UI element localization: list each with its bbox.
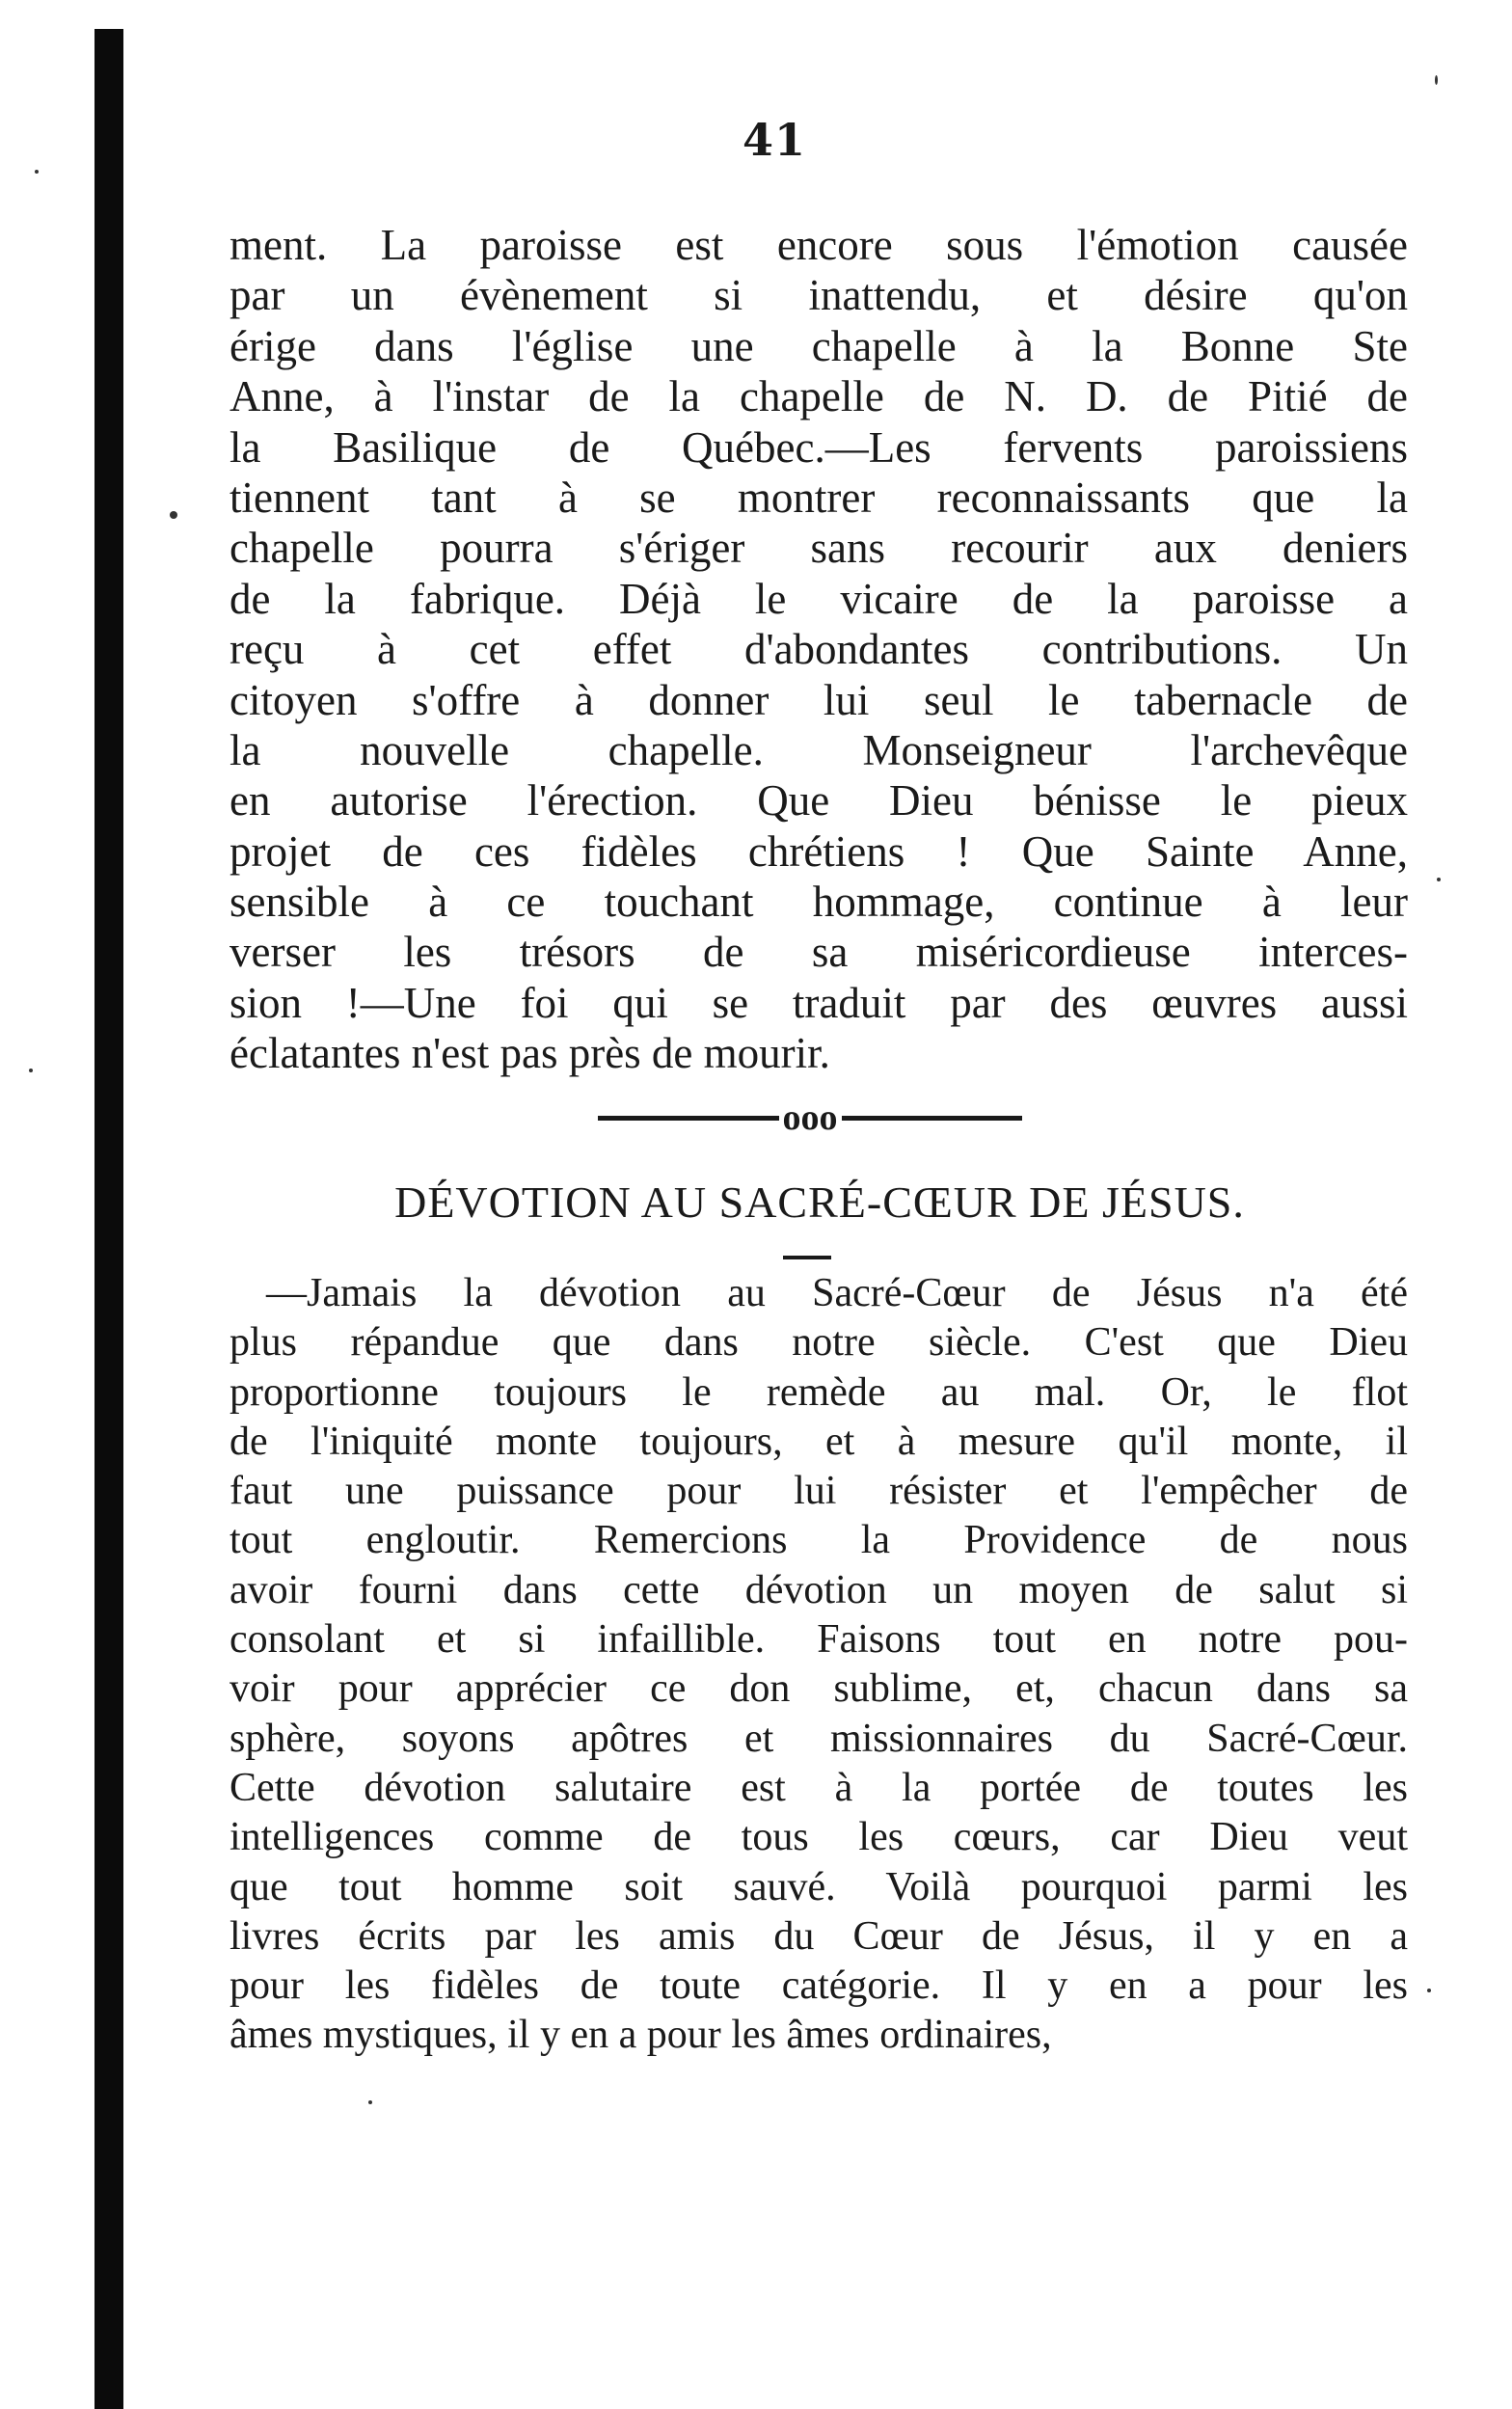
- text-line: verser les trésors de sa miséricordieuse interces-: [230, 928, 1408, 977]
- text-line: reçu à cet effet d'abondantes contributions. Un: [230, 625, 1408, 674]
- text-line: pour les fidèles de toute catégorie. Il y en a pour les: [230, 1963, 1408, 2009]
- separator-mark: ooo: [782, 1097, 838, 1138]
- text-line: citoyen s'offre à donner lui seul le tabernacle de: [230, 675, 1408, 724]
- text-line: tout engloutir. Remercions la Providence de nous: [230, 1518, 1408, 1563]
- text-line: sphère, soyons apôtres et missionnaires du Sacré-Cœur.: [230, 1716, 1408, 1761]
- text-line: Cette dévotion salutaire est à la portée de toutes les: [230, 1765, 1408, 1810]
- text-line: avoir fourni dans cette dévotion un moyen de salut si: [230, 1567, 1408, 1612]
- scan-speck: [29, 1069, 33, 1072]
- scan-speck: [35, 170, 39, 174]
- text-line: de la fabrique. Déjà le vicaire de la paroisse a: [230, 574, 1408, 623]
- text-line: proportionne toujours le remède au mal. Or, le flot: [230, 1369, 1408, 1415]
- text-line: par un évènement si inattendu, et désire qu'on: [230, 271, 1408, 320]
- text-line: âmes mystiques, il y en a pour les âmes ordinaires,: [230, 2013, 1052, 2058]
- text-line: en autorise l'érection. Que Dieu bénisse le pieux: [230, 776, 1408, 826]
- scan-speck: [1437, 878, 1441, 881]
- separator-rule-right: [842, 1116, 1023, 1121]
- text-line: —Jamais la dévotion au Sacré-Cœur de Jésus n'a été: [266, 1271, 1408, 1315]
- text-line: de l'iniquité monte toujours, et à mesure qu'il monte, il: [230, 1419, 1408, 1464]
- text-line: intelligences comme de tous les cœurs, car Dieu veut: [230, 1815, 1408, 1860]
- text-line: plus répandue que dans notre siècle. C'est que Dieu: [230, 1320, 1408, 1366]
- scan-speck: [1427, 1989, 1431, 1992]
- text-line: tiennent tant à se montrer reconnaissants que la: [230, 473, 1408, 522]
- text-line: sion !—Une foi qui se traduit par des œuvres aussi: [230, 978, 1408, 1027]
- section-title: DÉVOTION AU SACRÉ-CŒUR DE JÉSUS.: [394, 1177, 1245, 1227]
- section-separator: [598, 1099, 1022, 1136]
- scan-speck: [368, 2100, 372, 2104]
- text-line: ment. La paroisse est encore sous l'émotion causée: [230, 221, 1408, 269]
- text-line: sensible à ce touchant hommage, continue à leur: [230, 878, 1408, 927]
- text-line: la Basilique de Québec.—Les fervents paroissiens: [230, 422, 1408, 472]
- text-line: éclatantes n'est pas près de mourir.: [230, 1029, 830, 1078]
- text-line: érige dans l'église une chapelle à la Bonne Ste: [230, 321, 1408, 370]
- text-line: faut une puissance pour lui résister et l'empêcher de: [230, 1469, 1408, 1514]
- paragraph-sacred-heart: [230, 1269, 1408, 2061]
- scan-speck: [1435, 75, 1438, 85]
- paragraph-parish-chapel: [230, 220, 1408, 1079]
- scan-speck: [170, 511, 177, 519]
- binding-spine: [94, 29, 123, 2409]
- title-dash: [783, 1256, 831, 1259]
- text-line: chapelle pourra s'ériger sans recourir aux deniers: [230, 524, 1408, 573]
- text-line: voir pour apprécier ce don sublime, et, chacun dans sa: [230, 1666, 1408, 1712]
- text-line: livres écrits par les amis du Cœur de Jésus, il y en a: [230, 1913, 1408, 1959]
- separator-rule-left: [598, 1116, 779, 1121]
- text-line: Anne, à l'instar de la chapelle de N. D. de Pitié de: [230, 372, 1408, 421]
- text-line: la nouvelle chapelle. Monseigneur l'archevêque: [230, 725, 1408, 774]
- page-number: 41: [742, 114, 807, 166]
- text-line: que tout homme soit sauvé. Voilà pourquoi parmi les: [230, 1864, 1408, 1909]
- text-line: projet de ces fidèles chrétiens ! Que Sainte Anne,: [230, 826, 1408, 876]
- text-line: consolant et si infaillible. Faisons tout en notre pou-: [230, 1617, 1408, 1663]
